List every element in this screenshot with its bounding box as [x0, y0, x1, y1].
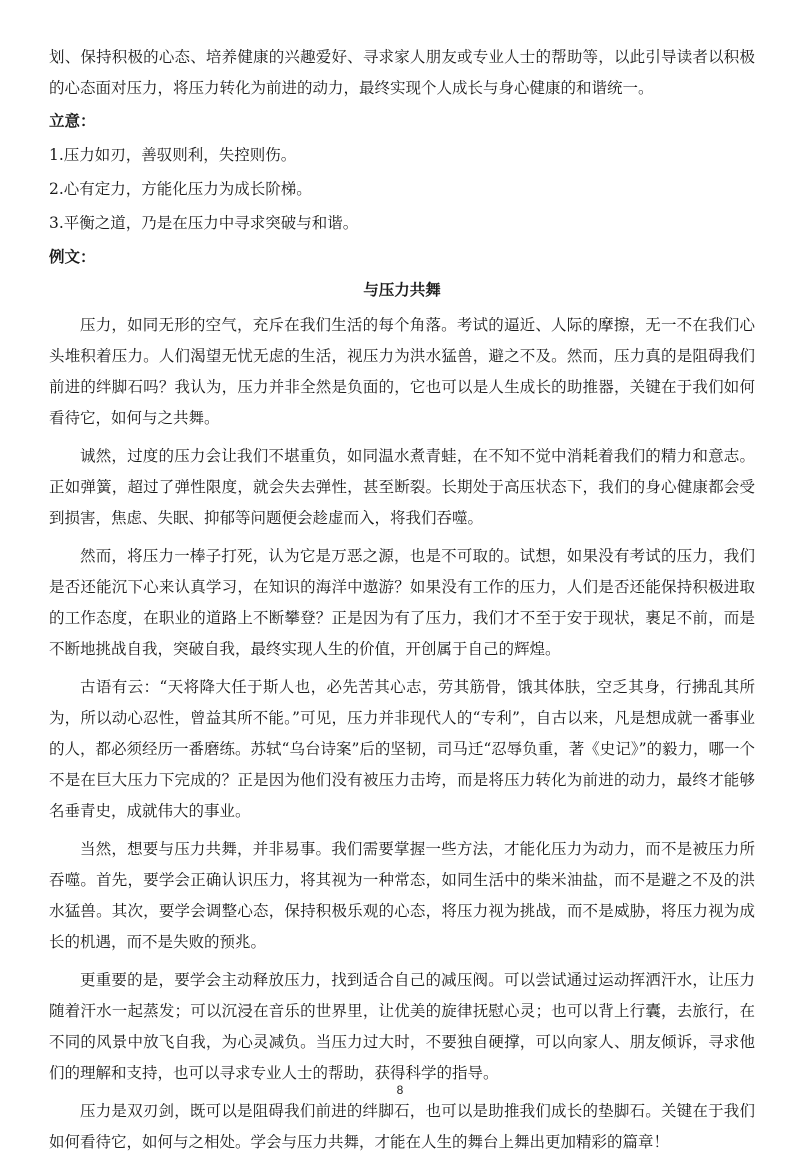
essay-paragraph-4: 古语有云：“天将降大任于斯人也，必先苦其心志，劳其筋骨，饿其体肤，空乏其身，行拂乱其所为，所以动心忍性，曾益其所不能。”可见，压力并非现代人的“专利”，自古以来，凡是想成就一番事业的人，都必须经历一番磨练。苏轼“乌台诗案”后的坚韧，司马迁“忍辱负重，著《史记》”的毅力，哪一个不是在巨大压力下完成的？正是因为他们没有被压力击垮，而是将压力转化为前进的动力，最终才能够名垂青史，成就伟大的事业。: [49, 678, 755, 820]
essay-paragraph-6: 更重要的是，要学会主动释放压力，找到适合自己的减压阀。可以尝试通过运动挥洒汗水，让压力随着汗水一起蒸发；可以沉浸在音乐的世界里，让优美的旋律抚慰心灵；也可以背上行囊，去旅行，在不同的风景中放飞自我，为心灵减负。当压力过大时，不要独自硬撑，可以向家人、朋友倾诉，寻求他们的理解和支持，也可以寻求专业人士的帮助，获得科学的指导。: [49, 971, 755, 1082]
page-number: 8: [396, 1083, 404, 1097]
liyi-heading: 立意：: [49, 112, 96, 130]
liyi-point-1: 1.压力如刃，善驭则利，失控则伤。: [49, 146, 297, 164]
essay-paragraph-5: 当然，想要与压力共舞，并非易事。我们需要掌握一些方法，才能化压力为动力，而不是被压力所吞噬。首先，要学会正确认识压力，将其视为一种常态，如同生活中的柴米油盐，而不是避之不及的洪水猛兽。其次，要学会调整心态，保持积极乐观的心态，将压力视为挑战，而不是威胁，将压力视为成长的机遇，而不是失败的预兆。: [49, 840, 755, 951]
liyi-point-2: 2.心有定力，方能化压力为成长阶梯。: [49, 180, 312, 198]
liwen-heading: 例文：: [49, 248, 96, 266]
essay-paragraph-2: 诚然，过度的压力会让我们不堪重负，如同温水煮青蛙，在不知不觉中消耗着我们的精力和意志。正如弹簧，超过了弹性限度，就会失去弹性，甚至断裂。长期处于高压状态下，我们的身心健康都会受到损害，焦虑、失眠、抑郁等问题便会趁虚而入，将我们吞噬。: [49, 447, 755, 527]
essay-title: 与压力共舞: [363, 281, 441, 299]
essay-paragraph-1: 压力，如同无形的空气，充斥在我们生活的每个角落。考试的逼近、人际的摩擦，无一不在我们心头堆积着压力。人们渴望无忧无虑的生活，视压力为洪水猛兽，避之不及。然而，压力真的是阻碍我们前进的绊脚石吗？我认为，压力并非全然是负面的，它也可以是人生成长的助推器，关键在于我们如何看待它，如何与之共舞。: [49, 316, 755, 427]
essay-paragraph-7: 压力是双刃剑，既可以是阻碍我们前进的绊脚石，也可以是助推我们成长的垫脚石。关键在于我们如何看待它，如何与之相处。学会与压力共舞，才能在人生的舞台上舞出更加精彩的篇章！: [49, 1102, 755, 1151]
essay-paragraph-3: 然而，将压力一棒子打死，认为它是万恶之源，也是不可取的。试想，如果没有考试的压力，我们是否还能沉下心来认真学习，在知识的海洋中遨游？如果没有工作的压力，人们是否还能保持积极进取的工作态度，在职业的道路上不断攀登？正是因为有了压力，我们才不至于安于现状，裹足不前，而是不断地挑战自我，突破自我，最终实现人生的价值，开创属于自己的辉煌。: [49, 547, 755, 658]
liyi-point-3: 3.平衡之道，乃是在压力中寻求突破与和谐。: [49, 214, 359, 232]
intro-paragraph: 划、保持积极的心态、培养健康的兴趣爱好、寻求家人朋友或专业人士的帮助等，以此引导读者以积极的心态面对压力，将压力转化为前进的动力，最终实现个人成长与身心健康的和谐统一。: [49, 48, 755, 97]
document-page: [49, 42, 755, 1165]
